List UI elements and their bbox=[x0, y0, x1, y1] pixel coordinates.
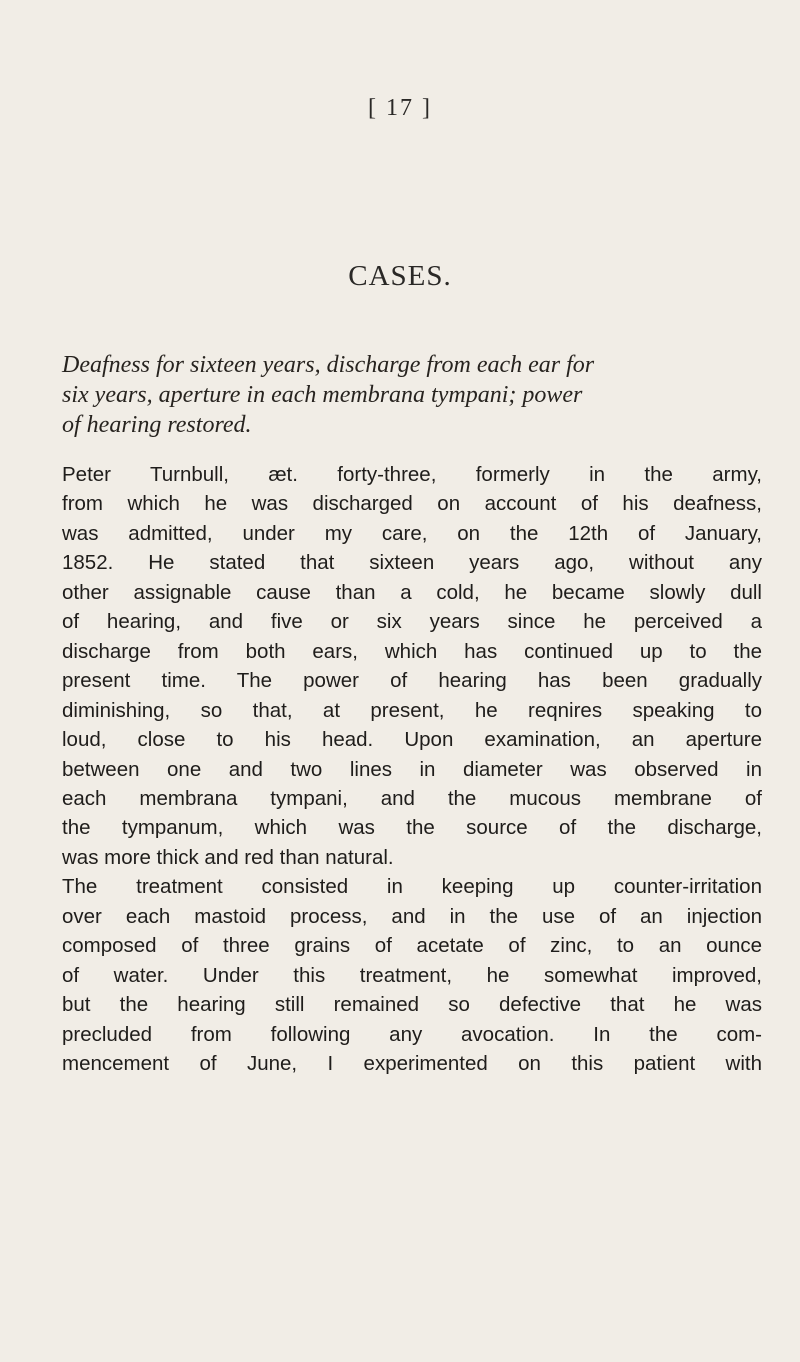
body-line: 1852. He stated that sixteen years ago, without any bbox=[62, 551, 762, 575]
case-title bbox=[62, 350, 762, 440]
case-title-line: Deafness for sixteen years, discharge from each ear for bbox=[62, 352, 595, 378]
body-line: The treatment consisted in keeping up counter-irritation bbox=[62, 875, 762, 899]
body-line: discharge from both ears, which has continued up to the bbox=[62, 639, 762, 663]
body-line: over each mastoid process, and in the use of an injection bbox=[62, 904, 762, 928]
body-line: other assignable cause than a cold, he became slowly dull bbox=[62, 580, 762, 604]
body-line: from which he was discharged on account of his deafness, bbox=[62, 492, 762, 516]
body-line: diminishing, so that, at present, he reqnires speaking to bbox=[62, 698, 762, 722]
body-line: of water. Under this treatment, he somewhat improved, bbox=[62, 963, 762, 987]
case-body-text bbox=[62, 460, 762, 1079]
body-line: the tympanum, which was the source of the discharge, bbox=[62, 816, 762, 840]
body-line: present time. The power of hearing has been gradually bbox=[62, 669, 762, 693]
body-line: was admitted, under my care, on the 12th of January, bbox=[62, 521, 762, 545]
body-line: Peter Turnbull, æt. forty-three, formerly in the army, bbox=[62, 463, 762, 486]
page-number: [ 17 ] bbox=[368, 95, 432, 121]
section-heading: CASES. bbox=[348, 260, 452, 292]
body-line: was more thick and red than natural. bbox=[62, 845, 394, 869]
case-title-line: six years, aperture in each membrana tympani; power bbox=[62, 382, 583, 408]
body-line: of hearing, and five or six years since he perceived a bbox=[62, 610, 762, 634]
body-line: loud, close to his head. Upon examination, an aperture bbox=[62, 728, 762, 752]
body-line: mencement of June, I experimented on this patient with bbox=[62, 1052, 762, 1076]
body-line: composed of three grains of acetate of zinc, to an ounce bbox=[62, 934, 762, 958]
body-line: between one and two lines in diameter was observed in bbox=[62, 757, 762, 781]
body-line: precluded from following any avocation. In the com- bbox=[62, 1022, 762, 1046]
body-line: but the hearing still remained so defective that he was bbox=[62, 993, 762, 1017]
body-line: each membrana tympani, and the mucous membrane of bbox=[62, 786, 762, 810]
case-title-line: of hearing restored. bbox=[62, 412, 252, 438]
